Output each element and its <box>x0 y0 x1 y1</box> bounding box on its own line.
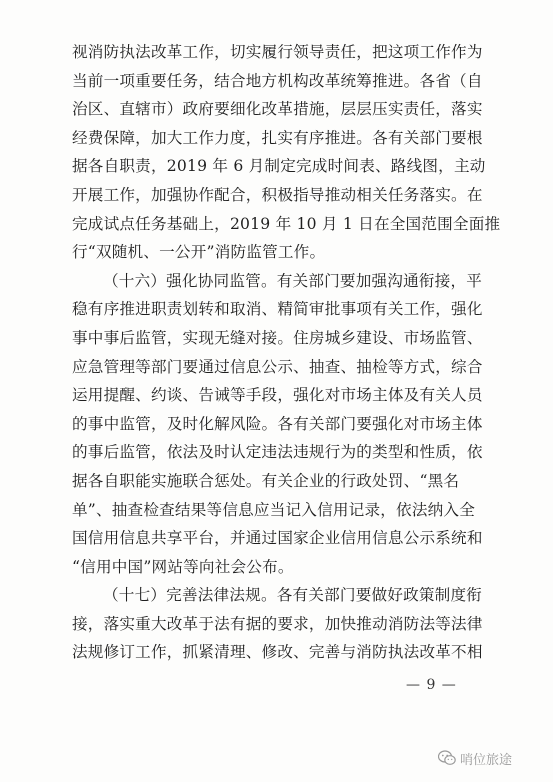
text-line: 治区、直辖市）政府要细化改革措施，层层压实责任，落实 <box>72 100 483 119</box>
wechat-icon <box>438 750 456 766</box>
text-line: 视消防执法改革工作，切实履行领导责任，把这项工作作为 <box>72 43 483 61</box>
text-line: 当前一项重要任务，结合地方机构改革统筹推进。各省（自 <box>72 71 483 90</box>
watermark-text: 哨位旅途 <box>460 752 513 768</box>
text-line: 行“双随机、一公开”消防监管工作。 <box>72 243 326 262</box>
text-line: 完成试点任务基础上，2019 年 10 月 1 日在全国范围全面推 <box>72 214 501 233</box>
text-line: 开展工作，加强协作配合，积极指导推动相关任务落实。在 <box>72 185 483 204</box>
text-line: 应急管理等部门要通过信息公示、抽查、抽检等方式，综合 <box>72 357 483 376</box>
text-line: 的事后监管，依法及时认定违法违规行为的类型和性质，依 <box>72 443 483 462</box>
text-line: 经费保障，加大工作力度，扎实有序推进。各有关部门要根 <box>72 128 483 147</box>
section-heading-17-line: （十七）完善法律法规。各有关部门要做好政策制度衔 <box>103 586 483 605</box>
text-line: 法规修订工作，抓紧清理、修改、完善与消防执法改革不相 <box>72 643 483 662</box>
text-line: 事中事后监管，实现无缝对接。住房城乡建设、市场监管、 <box>72 328 483 347</box>
text-line: “信用中国”网站等向社会公布。 <box>72 557 294 576</box>
document-body <box>72 38 501 667</box>
text-line: 单”、抽查检查结果等信息应当记入信用记录，依法纳入全 <box>72 500 476 519</box>
text-line: 运用提醒、约谈、告诫等手段，强化对市场主体及有关人员 <box>72 386 483 405</box>
section-heading-16-line: （十六）强化协同监管。有关部门要加强沟通衔接，平 <box>103 271 483 290</box>
text-line: 据各自职能实施联合惩处。有关企业的行政处罚、“黑名 <box>72 471 460 490</box>
watermark <box>438 746 512 770</box>
text-line: 国信用信息共享平台，并通过国家企业信用信息公示系统和 <box>72 529 483 548</box>
text-line: 据各自职责，2019 年 6 月制定完成时间表、路线图，主动 <box>72 157 486 176</box>
page-number: — 9 — <box>406 677 457 693</box>
text-line: 接，落实重大改革于法有据的要求，加快推动消防法等法律 <box>72 614 483 633</box>
text-line: 的事中监管，及时化解风险。各有关部门要强化对市场主体 <box>72 414 483 433</box>
text-line: 稳有序推进职责划转和取消、精简审批事项有关工作，强化 <box>72 300 483 319</box>
